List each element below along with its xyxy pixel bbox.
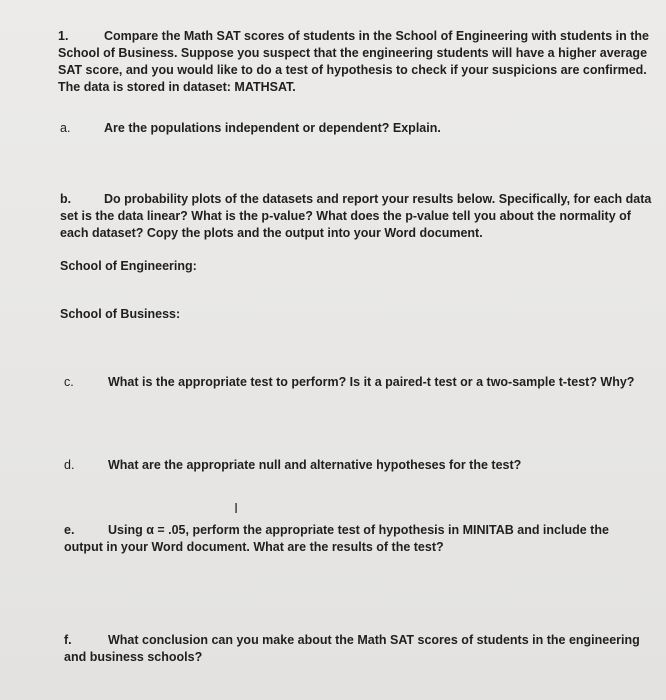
question-number: 1.: [58, 29, 69, 43]
part-text: Using α = .05, perform the appropriate test of hypothesis in MINITAB and include the output in your Word document. What are the results of the test?: [64, 523, 609, 554]
part-f: [64, 632, 644, 666]
part-letter: e.: [64, 523, 75, 537]
part-text: What are the appropriate null and alternative hypotheses for the test?: [108, 458, 522, 472]
part-text: What conclusion can you make about the Math SAT scores of students in the engineering and business schools?: [64, 633, 640, 664]
part-letter: d.: [64, 458, 75, 472]
part-e: [64, 522, 644, 556]
part-text: What is the appropriate test to perform? Is it a paired-t test or a two-sample t-test? Why?: [108, 375, 635, 389]
part-b: [60, 191, 656, 242]
part-text: Do probability plots of the datasets and report your results below. Specifically, for each data set is the data linear? What is the p-value? What does the p-value tell you about the normality of each dataset? Copy the plots and the output into your Word document.: [60, 192, 652, 240]
part-letter: a.: [60, 121, 71, 135]
school-business-label: School of Business:: [60, 307, 181, 321]
question-text: Compare the Math SAT scores of students in the School of Engineering with students in the School of Business. Suppose you suspect that the engineering students will have a higher average SAT score, and you would like to do a test of hypothesis to check if your suspicions are confirmed. The data is stored in dataset: MATHSAT.: [58, 29, 649, 94]
part-letter: f.: [64, 633, 72, 647]
part-letter: b.: [60, 192, 72, 206]
text-cursor-icon: I: [234, 500, 239, 517]
part-letter: c.: [64, 375, 74, 389]
part-text: Are the populations independent or dependent? Explain.: [104, 121, 441, 135]
question-1: [58, 28, 658, 96]
school-engineering-label: School of Engineering:: [60, 259, 197, 273]
